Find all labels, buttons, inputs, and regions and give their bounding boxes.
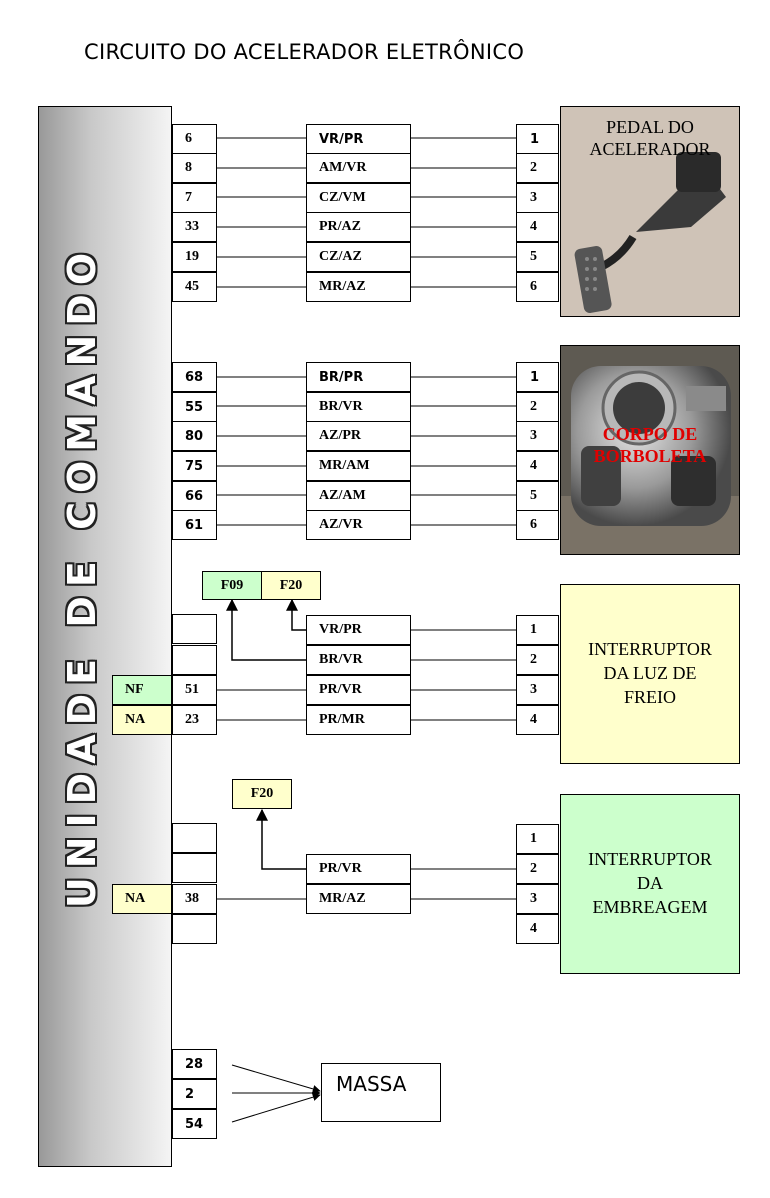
ecu-pin-empty xyxy=(172,614,217,644)
ecu-pin: 54 xyxy=(172,1109,217,1139)
switch-state-tag: NA xyxy=(112,705,172,735)
ecu-pin: 66 xyxy=(172,481,217,511)
device-terminal: 1 xyxy=(516,124,559,154)
ecu-pin: 80 xyxy=(172,421,217,451)
wire-color: MR/AM xyxy=(306,451,411,481)
device-terminal: 3 xyxy=(516,675,559,705)
device-terminal: 2 xyxy=(516,854,559,884)
ecu-pin: 61 xyxy=(172,510,217,540)
wire-color: CZ/VM xyxy=(306,183,411,213)
wire-color: MR/AZ xyxy=(306,272,411,302)
clutch-switch-label-line3: EMBREAGEM xyxy=(592,897,708,917)
device-terminal: 4 xyxy=(516,705,559,735)
wire-color: PR/VR xyxy=(306,854,411,884)
fuse-label: F09 xyxy=(202,571,262,600)
ground-massa-box: MASSA xyxy=(321,1063,441,1122)
wire-color: VR/PR xyxy=(306,124,411,154)
device-terminal: 4 xyxy=(516,451,559,481)
switch-state-tag: NA xyxy=(112,884,172,914)
ecu-pin: 6 xyxy=(172,124,217,154)
ecu-pin: 7 xyxy=(172,183,217,213)
ecu-label: UNIDADE DE COMANDO xyxy=(60,243,104,909)
device-terminal: 4 xyxy=(516,212,559,242)
device-terminal: 3 xyxy=(516,183,559,213)
clutch-switch-box xyxy=(560,794,740,974)
ecu-pin: 75 xyxy=(172,451,217,481)
diagram-title: CIRCUITO DO ACELERADOR ELETRÔNICO xyxy=(84,40,525,64)
wire-color: BR/PR xyxy=(306,362,411,392)
pedal-photo xyxy=(560,106,740,317)
fuse-label: F20 xyxy=(232,779,292,809)
device-terminal: 4 xyxy=(516,914,559,944)
wire-color: BR/VR xyxy=(306,645,411,675)
device-terminal: 5 xyxy=(516,242,559,272)
pedal-caption-line1: PEDAL DO xyxy=(606,117,694,137)
ecu-pin: 28 xyxy=(172,1049,217,1079)
brake-switch-label-line1: INTERRUPTOR xyxy=(588,639,712,659)
clutch-switch-label-line1: INTERRUPTOR xyxy=(588,849,712,869)
ecu-pin-empty xyxy=(172,823,217,853)
ecu-pin-empty xyxy=(172,645,217,675)
ecu-pin: 45 xyxy=(172,272,217,302)
pedal-caption-line2: ACELERADOR xyxy=(589,139,711,159)
wire-color: AZ/PR xyxy=(306,421,411,451)
wire-color: AM/VR xyxy=(306,153,411,183)
wire-color: PR/MR xyxy=(306,705,411,735)
wire-color: MR/AZ xyxy=(306,884,411,914)
brake-switch-box xyxy=(560,584,740,764)
ecu-pin: 33 xyxy=(172,212,217,242)
switch-state-tag: NF xyxy=(112,675,172,705)
ecu-pin: 55 xyxy=(172,392,217,422)
ecu-pin-empty xyxy=(172,914,217,944)
wire-color: PR/AZ xyxy=(306,212,411,242)
wire-color: AZ/VR xyxy=(306,510,411,540)
wire-color: CZ/AZ xyxy=(306,242,411,272)
fuse-label: F20 xyxy=(261,571,321,600)
throttle-photo xyxy=(560,345,740,555)
ecu-pin: 8 xyxy=(172,153,217,183)
wire-color: PR/VR xyxy=(306,675,411,705)
ecu-pin: 2 xyxy=(172,1079,217,1109)
device-terminal: 2 xyxy=(516,392,559,422)
device-terminal: 2 xyxy=(516,153,559,183)
device-terminal: 1 xyxy=(516,615,559,645)
wire-color: BR/VR xyxy=(306,392,411,422)
device-terminal: 1 xyxy=(516,362,559,392)
brake-switch-label-line2: DA LUZ DE xyxy=(603,663,697,683)
ecu-pin: 38 xyxy=(172,884,217,914)
ecu-pin: 51 xyxy=(172,675,217,705)
wire-color: VR/PR xyxy=(306,615,411,645)
device-terminal: 6 xyxy=(516,510,559,540)
throttle-caption-line1: CORPO DE xyxy=(602,424,698,444)
device-terminal: 1 xyxy=(516,824,559,854)
throttle-caption-line2: BORBOLETA xyxy=(593,446,707,466)
device-terminal: 5 xyxy=(516,481,559,511)
ecu-pin: 68 xyxy=(172,362,217,392)
brake-switch-label-line3: FREIO xyxy=(623,687,676,707)
ecu-pin: 23 xyxy=(172,705,217,735)
ecu-pin: 19 xyxy=(172,242,217,272)
device-terminal: 6 xyxy=(516,272,559,302)
device-terminal: 3 xyxy=(516,884,559,914)
wire-color: AZ/AM xyxy=(306,481,411,511)
ecu-pin-empty xyxy=(172,853,217,883)
device-terminal: 2 xyxy=(516,645,559,675)
clutch-switch-label-line2: DA xyxy=(637,873,663,893)
device-terminal: 3 xyxy=(516,421,559,451)
